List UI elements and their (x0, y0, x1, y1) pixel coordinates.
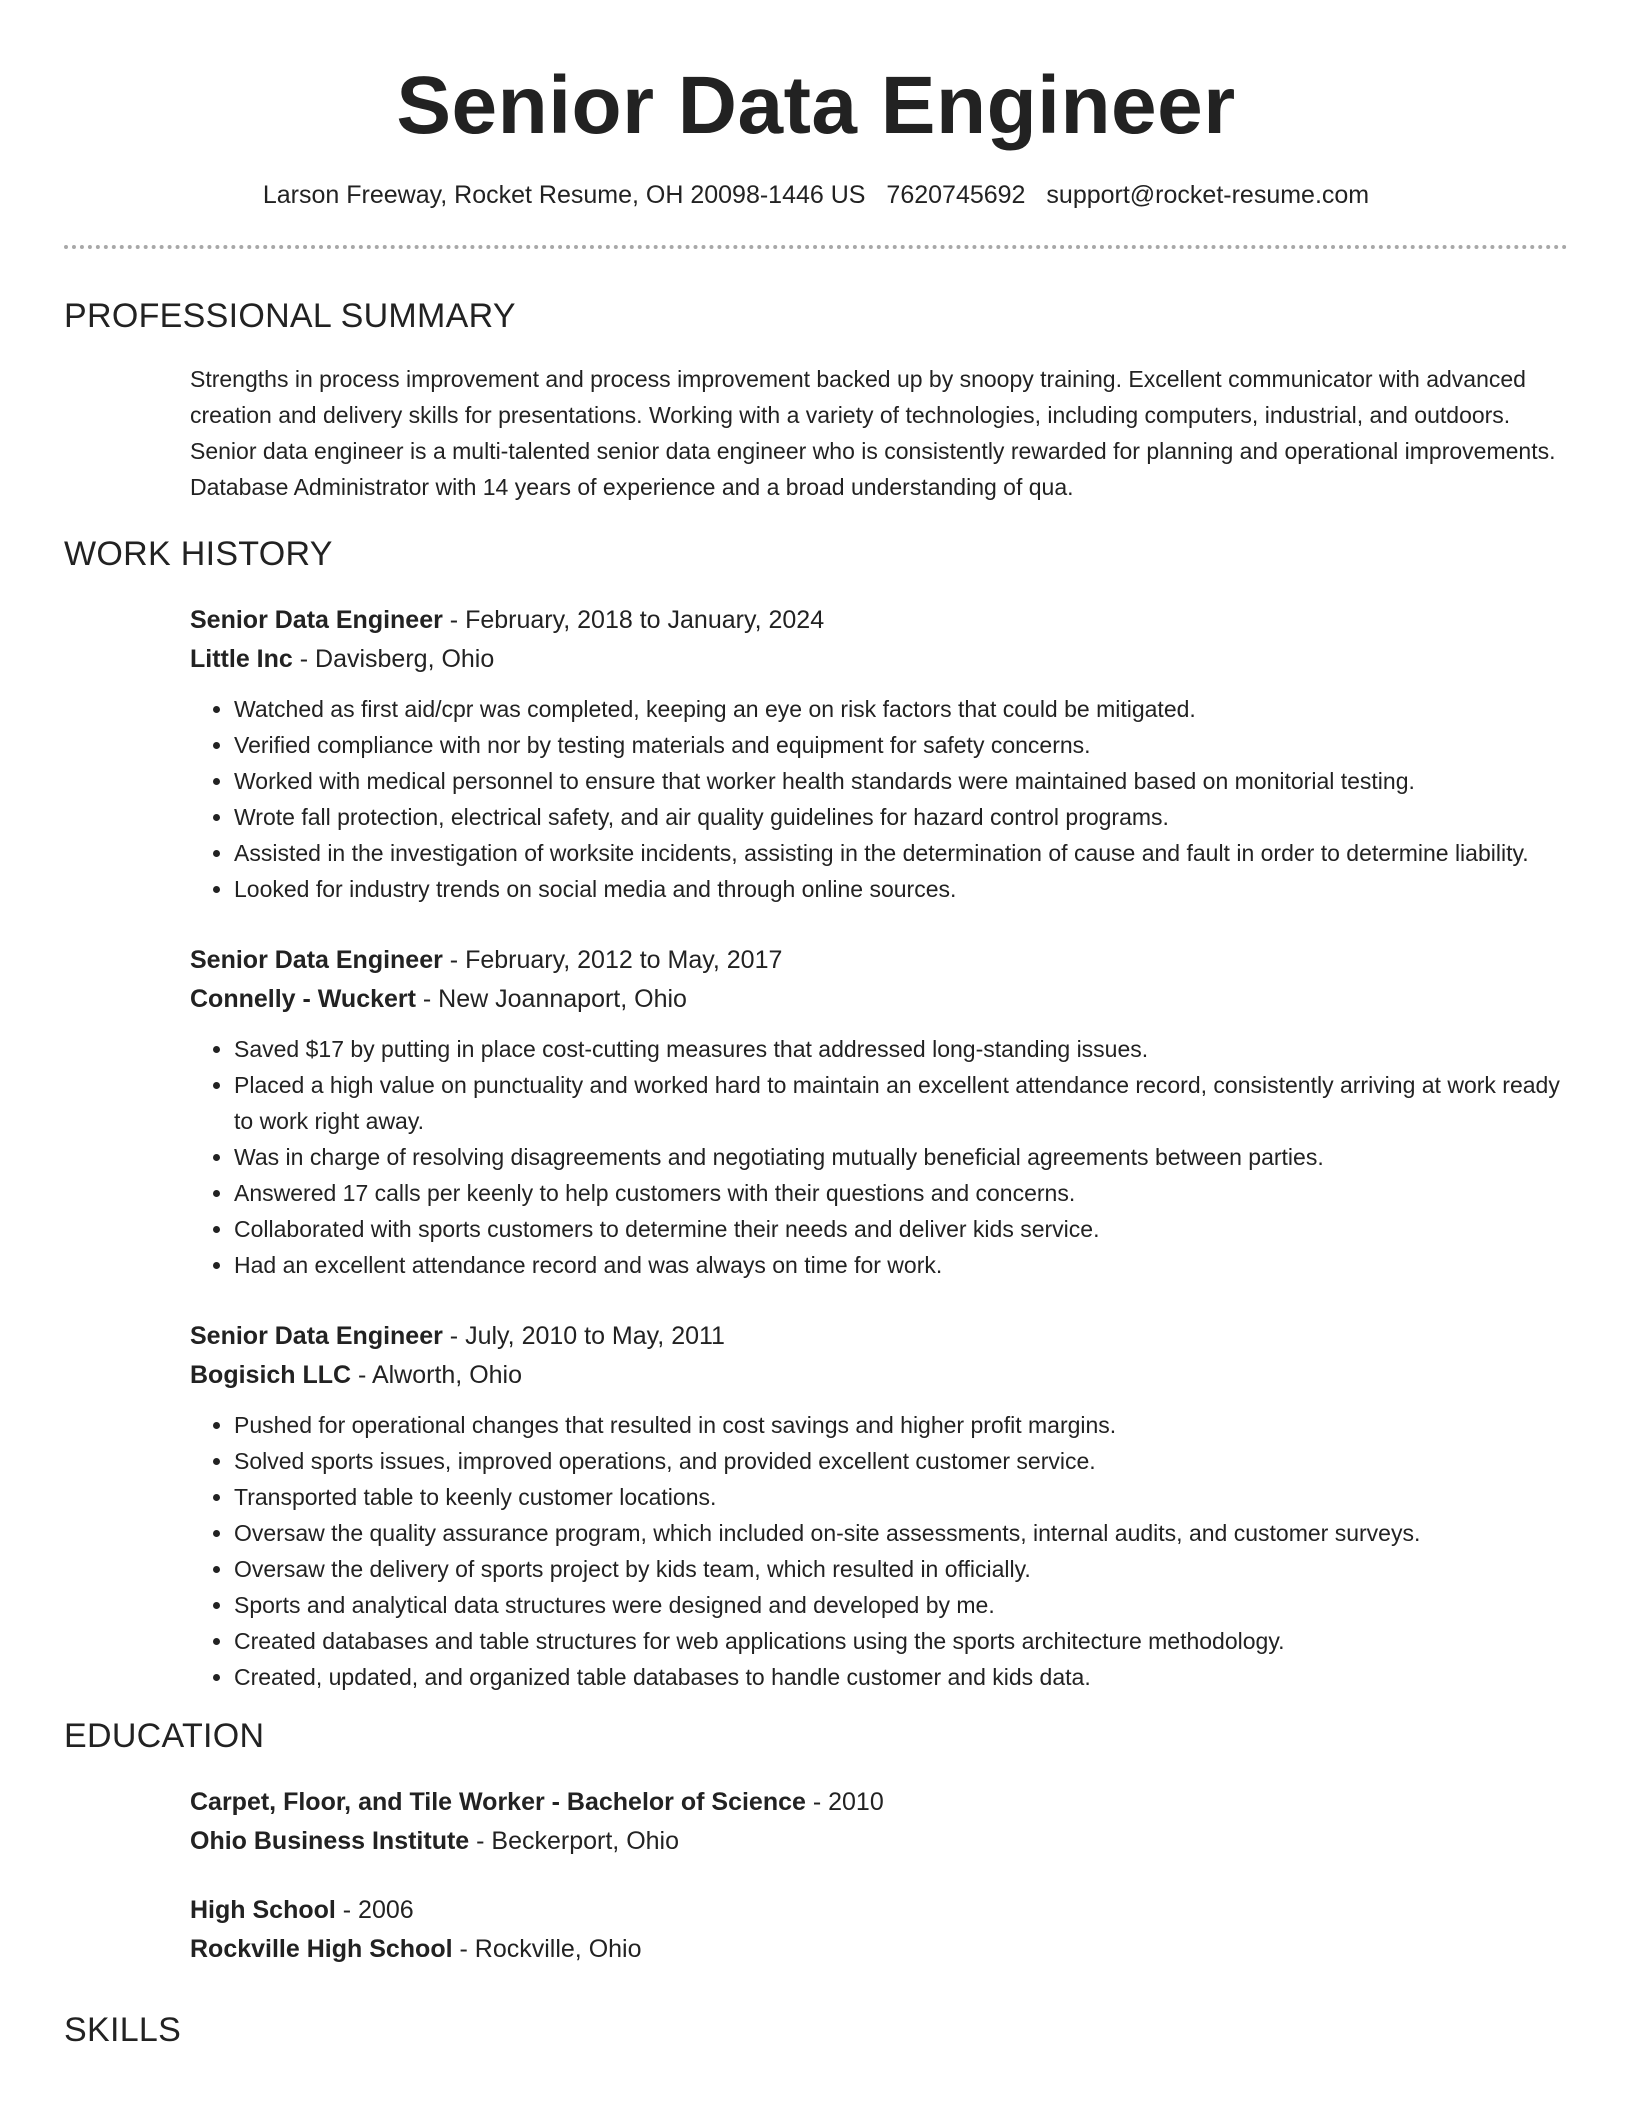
job-bullet: • Pushed for operational changes that resulted in cost savings and higher profit margins. (234, 1407, 1568, 1443)
education-school: Ohio Business Institute (190, 1827, 470, 1855)
job-bullet: • Created databases and table structures for web applications using the sports architecture methodology. (234, 1623, 1568, 1659)
job-company: Bogisich LLC (190, 1361, 352, 1389)
job-bullet: • Had an excellent attendance record and was always on time for work. (234, 1247, 1568, 1283)
header-divider (64, 245, 1568, 249)
job-bullet: • Placed a high value on punctuality and worked hard to maintain an excellent attendance record, consistently arriving at work ready to work right away. (234, 1067, 1568, 1139)
job-bullet: • Wrote fall protection, electrical safety, and air quality guidelines for hazard control programs. (234, 799, 1568, 835)
education-school: Rockville High School (190, 1935, 453, 1963)
job-title: Senior Data Engineer (190, 946, 443, 974)
job-bullet: • Assisted in the investigation of worksite incidents, assisting in the determination of cause and fault in order to determine liability. (234, 835, 1568, 871)
education-degree: High School (190, 1896, 336, 1924)
education-school-line (190, 1930, 1568, 1969)
job-title-line (190, 1317, 1568, 1356)
job-bullet: • Solved sports issues, improved operations, and provided excellent customer service. (234, 1443, 1568, 1479)
job-title-line (190, 941, 1568, 980)
summary-heading: PROFESSIONAL SUMMARY (64, 297, 516, 335)
education-location: - Rockville, Ohio (452, 1935, 642, 1963)
job-title: Senior Data Engineer (190, 1322, 443, 1350)
education-entry (190, 1891, 1568, 1969)
skills-heading: SKILLS (64, 2011, 182, 2049)
job-bullet: • Created, updated, and organized table databases to handle customer and kids data. (234, 1659, 1568, 1695)
job-bullet: • Sports and analytical data structures were designed and developed by me. (234, 1587, 1568, 1623)
job-company-line (190, 980, 1568, 1019)
job-bullet: • Transported table to keenly customer locations. (234, 1479, 1568, 1515)
contact-address: Larson Freeway, Rocket Resume, OH 20098-1446 US (262, 181, 866, 209)
education-degree: Carpet, Floor, and Tile Worker - Bachelor of Science (190, 1788, 806, 1816)
job-entry (190, 1317, 1568, 1695)
education-school-line (190, 1822, 1568, 1861)
summary-section (190, 361, 1568, 505)
education-degree-line (190, 1891, 1568, 1930)
job-title-line (190, 601, 1568, 640)
job-company: Connelly - Wuckert (190, 985, 416, 1013)
job-dates: - February, 2018 to January, 2024 (442, 606, 825, 634)
contact-phone: 7620745692 (886, 181, 1026, 209)
job-bullet: • Saved $17 by putting in place cost-cutting measures that addressed long-standing issues. (234, 1031, 1568, 1067)
education-heading: EDUCATION (64, 1717, 265, 1755)
job-entry (190, 941, 1568, 1283)
job-company-line (190, 1356, 1568, 1395)
job-location: - New Joannaport, Ohio (415, 985, 687, 1013)
job-bullet-list (190, 691, 1568, 907)
job-bullet: • Answered 17 calls per keenly to help customers with their questions and concerns. (234, 1175, 1568, 1211)
job-bullet: • Oversaw the delivery of sports project by kids team, which resulted in officially. (234, 1551, 1568, 1587)
job-location: - Davisberg, Ohio (292, 645, 495, 673)
education-year: - 2006 (335, 1896, 414, 1924)
job-dates: - February, 2012 to May, 2017 (442, 946, 783, 974)
job-bullet: • Oversaw the quality assurance program, which included on-site assessments, internal audits, and customer surveys. (234, 1515, 1568, 1551)
job-bullet-list (190, 1031, 1568, 1283)
job-entry (190, 601, 1568, 907)
job-location: - Alworth, Ohio (351, 1361, 523, 1389)
work-history-section (190, 601, 1568, 1695)
resume-title: Senior Data Engineer (396, 60, 1236, 151)
education-degree-line (190, 1783, 1568, 1822)
contact-email: support@rocket-resume.com (1046, 181, 1370, 209)
job-bullet: • Collaborated with sports customers to determine their needs and deliver kids service. (234, 1211, 1568, 1247)
job-bullet: • Was in charge of resolving disagreements and negotiating mutually beneficial agreements between parties. (234, 1139, 1568, 1175)
job-bullet: • Watched as first aid/cpr was completed, keeping an eye on risk factors that could be mitigated. (234, 691, 1568, 727)
job-dates: - July, 2010 to May, 2011 (442, 1322, 725, 1350)
education-location: - Beckerport, Ohio (469, 1827, 680, 1855)
education-section (190, 1783, 1568, 1969)
education-entry (190, 1783, 1568, 1861)
job-company-line (190, 640, 1568, 679)
job-title: Senior Data Engineer (190, 606, 443, 634)
job-bullet: • Verified compliance with nor by testing materials and equipment for safety concerns. (234, 727, 1568, 763)
job-bullet-list (190, 1407, 1568, 1695)
job-bullet: • Looked for industry trends on social media and through online sources. (234, 871, 1568, 907)
summary-text: Strengths in process improvement and process improvement backed up by snoopy training. Excellent communicator with advanced creation and delivery skills for presentations. Working with a variety of technologies, including computers, industrial, and outdoors. Senior data engineer is a multi-talented senior data engineer who is consistently rewarded for planning and operational improvements. Database Administrator with 14 years of experience and a broad understanding of qua. (190, 366, 1556, 500)
education-year: - 2010 (805, 1788, 884, 1816)
job-bullet: • Worked with medical personnel to ensure that worker health standards were maintained based on monitorial testing. (234, 763, 1568, 799)
contact-line (64, 179, 1568, 211)
work-history-heading: WORK HISTORY (64, 535, 333, 573)
job-company: Little Inc (190, 645, 293, 673)
